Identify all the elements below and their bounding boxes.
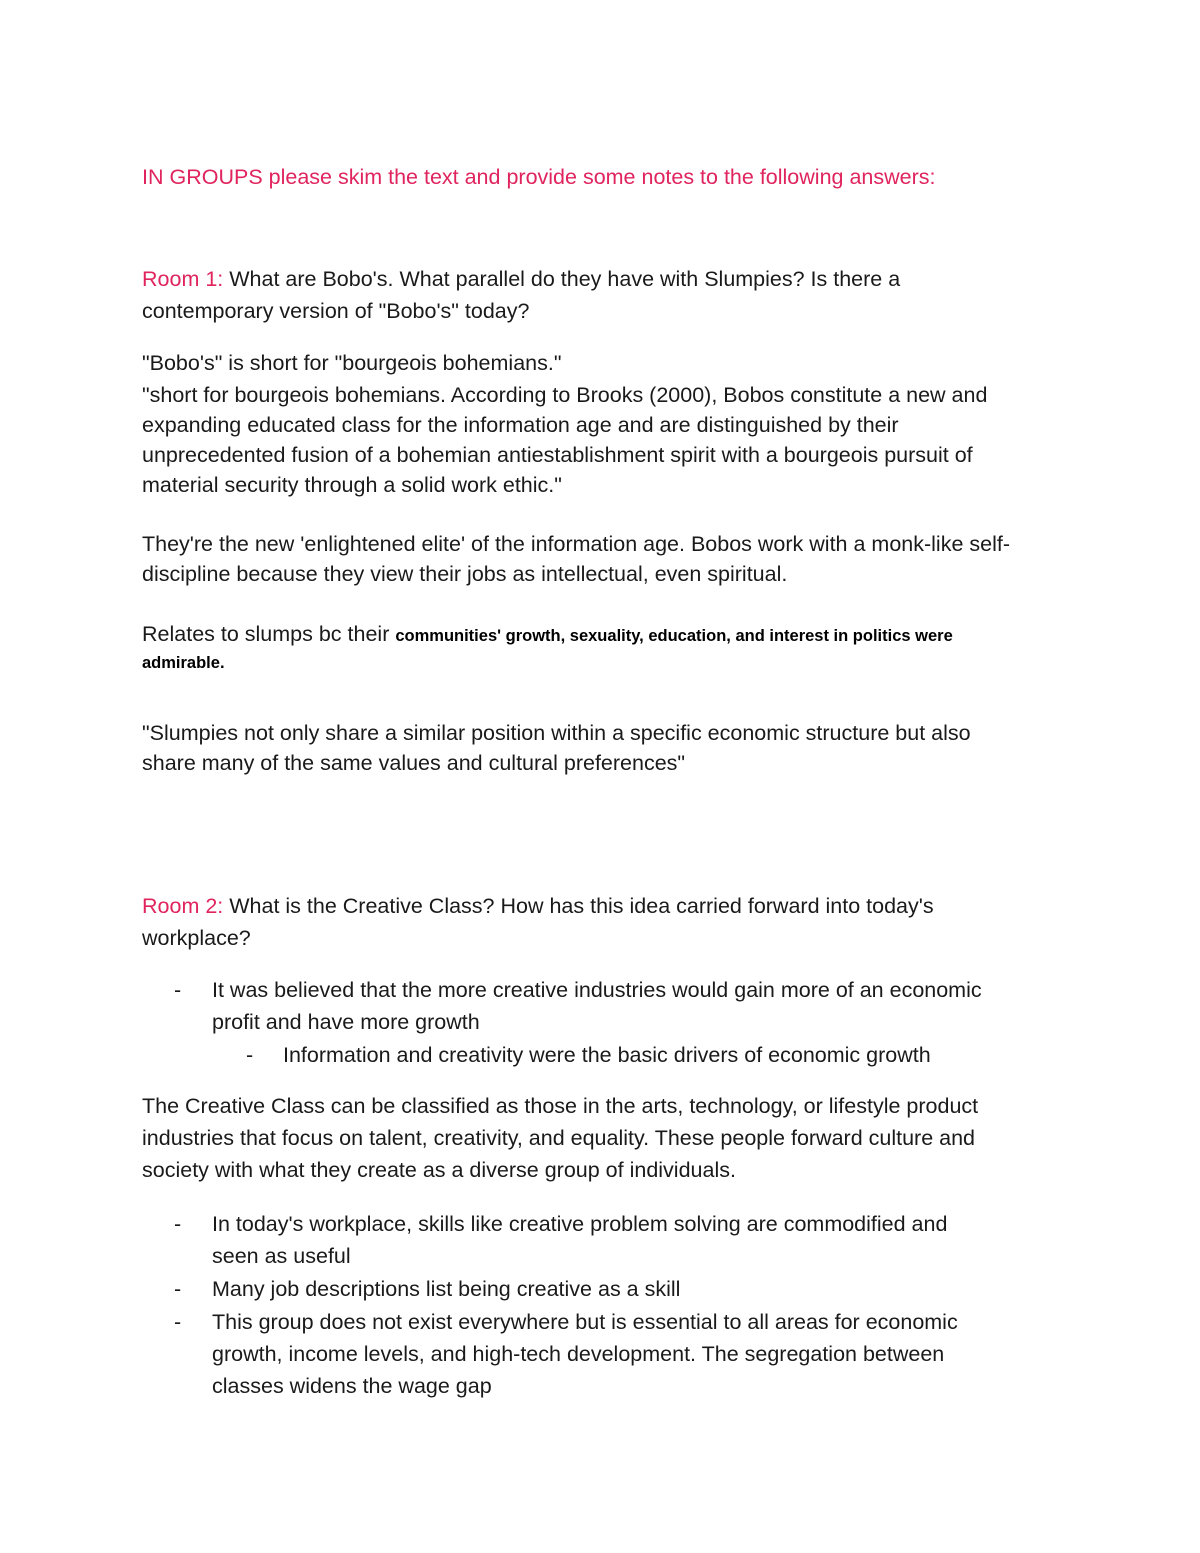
room1-question [142, 264, 900, 294]
room1-quote-line: unprecedented fusion of a bohemian antiestablishment spirit with a bourgeois pursuit of [142, 443, 973, 467]
room1-question-line2: contemporary version of "Bobo's" today? [142, 299, 530, 323]
bullet-dash: - [174, 978, 182, 1002]
room1-slumpies-line: share many of the same values and cultural preferences" [142, 751, 686, 775]
bullet-dash: - [174, 1277, 182, 1301]
room1-relates-prefix: Relates to slumps bc their [142, 622, 396, 646]
bullet-text: Many job descriptions list being creative as a skill [212, 1277, 681, 1301]
room1-quote-line: "short for bourgeois bohemians. According to Brooks (2000), Bobos constitute a new and [142, 383, 988, 407]
bullet-text: It was believed that the more creative industries would gain more of an economic [212, 978, 982, 1002]
bullet-dash: - [174, 1310, 182, 1334]
room2-question-line1: What is the Creative Class? How has this idea carried forward into today's [223, 894, 934, 918]
bullet-text: This group does not exist everywhere but is essential to all areas for economic [212, 1310, 958, 1334]
room1-quote-line: expanding educated class for the information age and are distinguished by their [142, 413, 899, 437]
room2-label: Room 2: [142, 894, 224, 918]
room2-definition-line: The Creative Class can be classified as those in the arts, technology, or lifestyle product [142, 1094, 979, 1118]
room1-elite-line: They're the new 'enlightened elite' of the information age. Bobos work with a monk-like self- [142, 532, 1010, 556]
room2-definition-line: industries that focus on talent, creativity, and equality. These people forward culture and [142, 1126, 976, 1150]
list-item [174, 1273, 1054, 1305]
list-item [174, 1208, 1054, 1272]
room2-question [142, 891, 934, 921]
room1-label: Room 1: [142, 267, 224, 291]
sub-list-item [246, 1039, 1066, 1071]
room1-slumpies-line: "Slumpies not only share a similar position within a specific economic structure but also [142, 721, 971, 745]
bullet-text: profit and have more growth [212, 1010, 480, 1034]
bullet-text: Information and creativity were the basic drivers of economic growth [283, 1043, 931, 1067]
room2-question-line2: workplace? [142, 926, 251, 950]
room1-question-line1: What are Bobo's. What parallel do they have with Slumpies? Is there a [223, 267, 901, 291]
room1-relates-bold: admirable. [142, 654, 225, 672]
room1-relates-bold: communities' growth, sexuality, education, and interest in politics were [395, 627, 953, 645]
room1-relates-line2 [142, 646, 225, 678]
instructions-heading: IN GROUPS please skim the text and provide some notes to the following answers: [142, 165, 936, 189]
bullet-dash: - [174, 1212, 182, 1236]
room1-answer-short: "Bobo's" is short for "bourgeois bohemians." [142, 351, 562, 375]
bullet-text: growth, income levels, and high-tech development. The segregation between [212, 1342, 945, 1366]
room1-elite-line: discipline because they view their jobs as intellectual, even spiritual. [142, 562, 788, 586]
room1-relates [142, 619, 953, 651]
list-item [174, 1306, 1054, 1402]
bullet-text: seen as useful [212, 1244, 351, 1268]
bullet-text: classes widens the wage gap [212, 1374, 492, 1398]
room2-definition-line: society with what they create as a diverse group of individuals. [142, 1158, 736, 1182]
bullet-dash: - [246, 1043, 254, 1067]
bullet-text: In today's workplace, skills like creative problem solving are commodified and [212, 1212, 948, 1236]
room1-quote-line: material security through a solid work ethic." [142, 473, 562, 497]
list-item [174, 974, 1054, 1038]
